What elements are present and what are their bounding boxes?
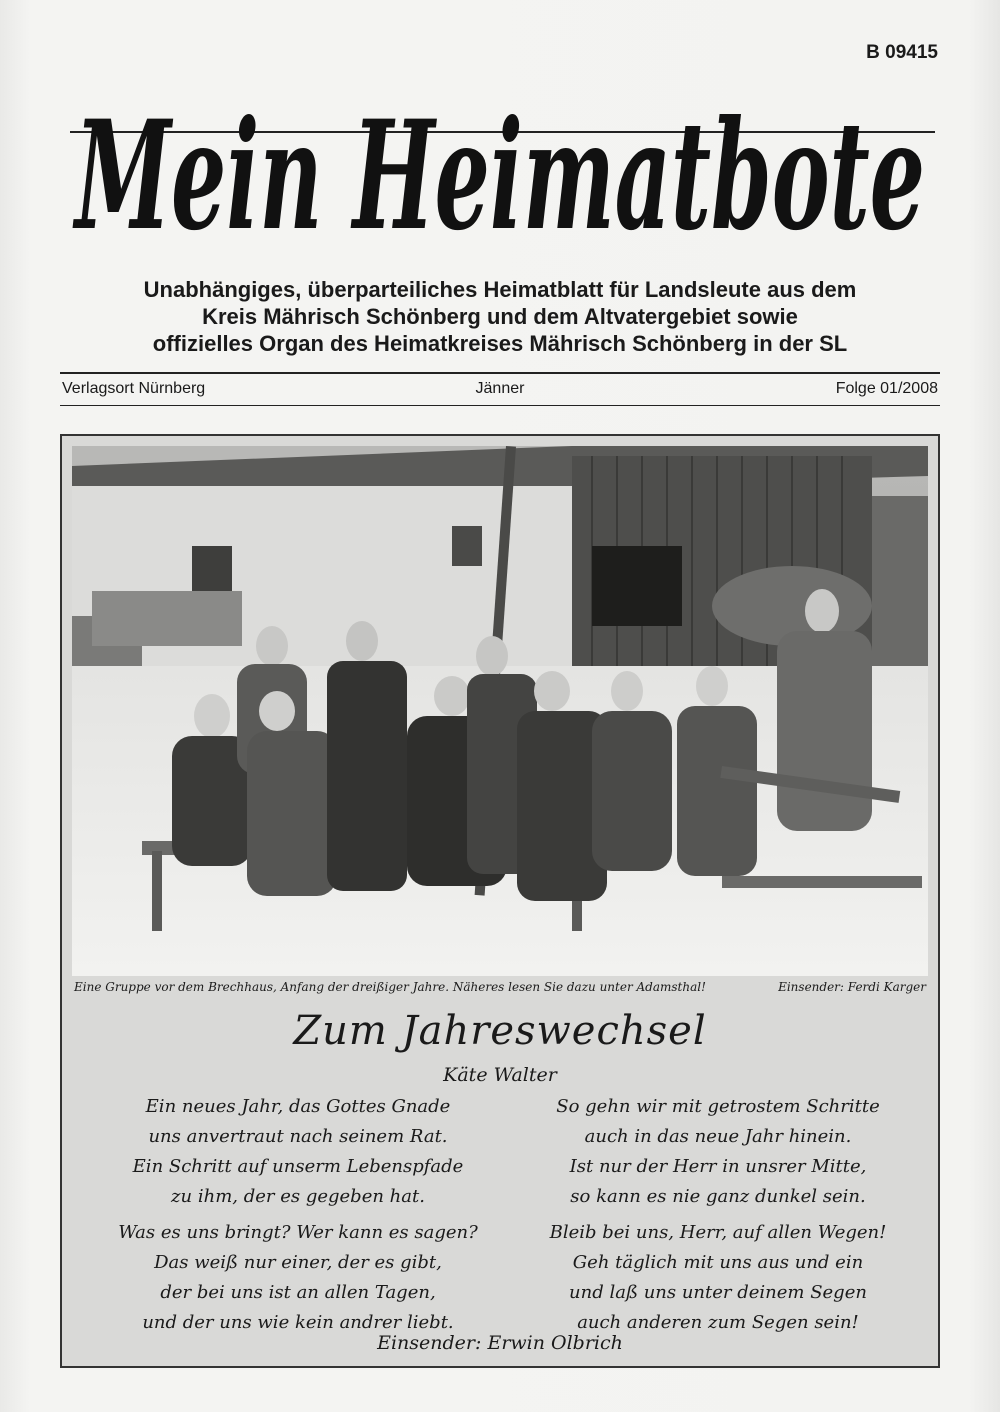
poem-line: und der uns wie kein andrer liebt. bbox=[142, 1312, 454, 1333]
subtitle-line-2: Kreis Mährisch Schönberg und dem Altvatergebiet sowie bbox=[202, 304, 798, 329]
poem-title: Zum Jahreswechsel bbox=[293, 1008, 707, 1054]
subtitle bbox=[60, 276, 940, 357]
issue-number: Folge 01/2008 bbox=[835, 380, 938, 397]
top-rule bbox=[60, 372, 940, 374]
poem-stanza-2 bbox=[98, 1218, 498, 1338]
poem-line: Bleib bei uns, Herr, auf allen Wegen! bbox=[549, 1222, 887, 1243]
poem-line: zu ihm, der es gegeben hat. bbox=[171, 1186, 425, 1207]
masthead-logo bbox=[60, 50, 940, 280]
poem-line: und laß uns unter deinem Segen bbox=[569, 1282, 867, 1303]
poem-stanza-3 bbox=[518, 1092, 918, 1212]
poem-line: Ist nur der Herr in unsrer Mitte, bbox=[569, 1156, 867, 1177]
poem-submitter: Einsender: Erwin Olbrich bbox=[377, 1332, 623, 1354]
poem-stanza-4 bbox=[518, 1218, 918, 1338]
poem-line: auch in das neue Jahr hinein. bbox=[584, 1126, 852, 1147]
caption-text: Eine Gruppe vor dem Brechhaus, Anfang der dreißiger Jahre. Näheres lesen Sie dazu unter Adamsthal! bbox=[74, 980, 706, 994]
group-photo bbox=[72, 446, 928, 976]
issn-label: B 09415 bbox=[866, 42, 938, 63]
poem-line: Was es uns bringt? Wer kann es sagen? bbox=[118, 1222, 478, 1243]
poem-line: So gehn wir mit getrostem Schritte bbox=[556, 1096, 880, 1117]
subtitle-line-3: offizielles Organ des Heimatkreises Mährisch Schönberg in der SL bbox=[152, 331, 848, 356]
feature-box bbox=[60, 434, 940, 1368]
poem-line: auch anderen zum Segen sein! bbox=[577, 1312, 859, 1333]
poem-stanza-1 bbox=[98, 1092, 498, 1212]
masthead bbox=[60, 50, 940, 280]
info-bar bbox=[60, 380, 940, 402]
masthead-title: Mein Heimatbote bbox=[72, 88, 926, 264]
poem-line: uns anvertraut nach seinem Rat. bbox=[148, 1126, 448, 1147]
subtitle-line-1: Unabhängiges, überparteiliches Heimatblatt für Landsleute aus dem bbox=[143, 277, 857, 302]
poem-line: so kann es nie ganz dunkel sein. bbox=[570, 1186, 866, 1207]
publication-place: Verlagsort Nürnberg bbox=[62, 380, 206, 397]
poem-author: Käte Walter bbox=[443, 1064, 557, 1086]
bottom-rule bbox=[60, 405, 940, 406]
poem-line: Geh täglich mit uns aus und ein bbox=[572, 1252, 864, 1273]
caption-credit: Einsender: Ferdi Karger bbox=[778, 980, 926, 994]
poem-line: Das weiß nur einer, der es gibt, bbox=[154, 1252, 442, 1273]
poem-line: Ein neues Jahr, das Gottes Gnade bbox=[145, 1096, 451, 1117]
photo-illustration bbox=[72, 446, 928, 976]
poem-line: Ein Schritt auf unserm Lebenspfade bbox=[132, 1156, 464, 1177]
issue-month: Jänner bbox=[475, 380, 525, 397]
poem-line: der bei uns ist an allen Tagen, bbox=[160, 1282, 436, 1303]
